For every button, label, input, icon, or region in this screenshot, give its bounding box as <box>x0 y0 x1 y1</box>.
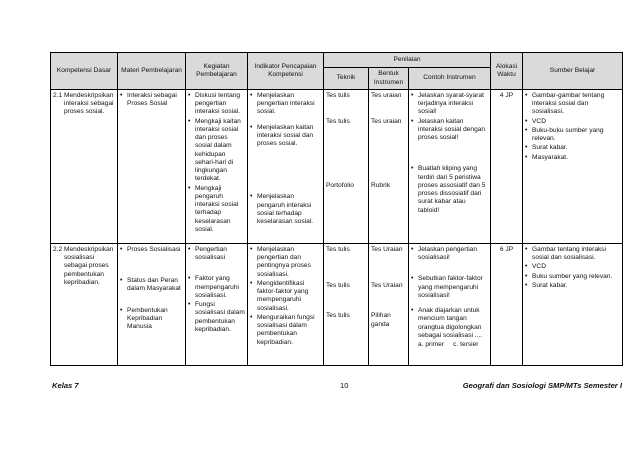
bullet-icon: • <box>411 165 414 173</box>
bullet-icon: • <box>250 123 253 131</box>
bullet-icon: • <box>525 117 528 125</box>
header-sumber: Sumber Belajar <box>523 53 623 90</box>
sumber-item: Buku-buku sumber yang relevan. <box>532 126 604 143</box>
materi-cell <box>118 244 186 366</box>
header-alokasi: Alokasi Waktu <box>491 53 523 90</box>
contoh-item: Buatlah kliping yang terdiri dari 5 peristiwa proses assosiatif dan 5 proses dissosiatif dari surat kabar atau tabloid! <box>418 165 486 214</box>
indikator-item: Menjelaskan pengaruh interaksi sosial terhadap keselarasan sosial. <box>257 193 314 226</box>
page-number: 10 <box>340 381 349 390</box>
table-row <box>51 244 623 366</box>
teknik-item: Tes tulis <box>326 92 350 99</box>
bentuk-item: Tes Uraian <box>371 282 403 290</box>
bentuk-item: Rubrik <box>371 182 391 190</box>
header-penilaian: Penilaian <box>324 53 491 68</box>
sumber-item: Gambar-gambar tentang interaksi sosial dan sosialisasi. <box>532 92 605 116</box>
teknik-item: Tes tulis <box>326 246 350 253</box>
materi-item: Interaksi sebagai Proses Sosial <box>127 92 177 108</box>
bullet-icon: • <box>250 246 253 253</box>
bullet-icon: • <box>250 279 253 287</box>
bullet-icon: • <box>525 272 528 280</box>
bullet-icon: • <box>411 307 414 315</box>
bullet-icon: • <box>525 281 528 289</box>
bullet-icon: • <box>411 92 414 99</box>
kd-cell <box>51 90 118 244</box>
bullet-icon: • <box>188 246 191 253</box>
bullet-icon: • <box>411 275 414 283</box>
footer-class: Kelas 7 <box>52 381 79 390</box>
sumber-item: Surat kabar. <box>532 144 568 152</box>
contoh-item: Jelaskan syarat-syarat terjadinya interaksi sosial! <box>418 92 484 116</box>
header-kegiatan: Kegiatan Pembelajaran <box>186 53 248 90</box>
materi-item: Pembentukan Kepribadian Manusia <box>127 306 168 331</box>
bullet-icon: • <box>525 153 528 161</box>
bentuk-item: Pilihan ganda <box>371 312 391 328</box>
teknik-item: Portofolio <box>326 182 354 190</box>
bullet-icon: • <box>188 92 191 99</box>
bullet-icon: • <box>525 246 528 253</box>
kd-text: Mendeskripsikan sosialisasi sebagai proses pembentukan kepribadian. <box>64 246 114 286</box>
contoh-cell <box>409 244 491 366</box>
kegiatan-cell <box>186 90 248 244</box>
alokasi-cell: 4 JP <box>491 90 523 244</box>
kegiatan-item: Faktor yang mempengaruhi sosialisasi. <box>195 275 239 299</box>
contoh-cell <box>409 90 491 244</box>
contoh-option: a. primer c. tersier <box>418 341 479 349</box>
sumber-item: VCD <box>532 263 546 271</box>
teknik-item: Tes tulis <box>326 282 350 290</box>
bentuk-item: Tes uraian <box>371 118 402 126</box>
sumber-item: Masyarakat. <box>532 153 568 161</box>
row-number: 2.1 <box>53 92 63 99</box>
indikator-item: Menjelaskan kaitan interaksi sosial dan proses sosial. <box>257 123 314 148</box>
bentuk-cell <box>369 244 409 366</box>
header-teknik: Teknik <box>324 68 369 90</box>
kegiatan-item: Mengkaji kaitan interaksi sosial dan proses sosial dalam kehidupan sehari-hari di lingkungan terdekat. <box>195 117 241 183</box>
kegiatan-item: Fungsi sosialisasi dalam pembentukan kepribadian. <box>195 301 245 333</box>
bullet-icon: • <box>120 246 123 253</box>
alokasi-cell: 6 JP <box>491 244 523 366</box>
kegiatan-item: Diskusi tentang pengertian interaksi sosial. <box>195 92 241 116</box>
kegiatan-item: Pengertian sosialisasi <box>195 246 227 262</box>
header-contoh: Contoh Instrumen <box>409 68 491 90</box>
bullet-icon: • <box>250 313 253 321</box>
bullet-icon: • <box>250 193 253 201</box>
row-number: 2.2 <box>53 246 63 253</box>
materi-item: Proses Sosialisasi <box>127 246 181 253</box>
sumber-cell <box>523 244 623 366</box>
sumber-item: Surat kabar. <box>532 281 568 289</box>
contoh-item: Jelaskan kaitan interaksi sosial dengan proses sosial! <box>418 117 486 142</box>
bullet-icon: • <box>525 126 528 134</box>
sumber-item: VCD <box>532 117 546 125</box>
kegiatan-cell <box>186 244 248 366</box>
contoh-item: Anak diajarkan untuk mencium tangan orangtua digolongkan sebagai sosialisasi .... <box>418 307 483 339</box>
bullet-icon: • <box>120 306 123 314</box>
bullet-icon: • <box>120 277 123 285</box>
sumber-cell <box>523 90 623 244</box>
table-row <box>51 90 623 244</box>
header-indikator: Indikator Pencapaian Kompetensi <box>248 53 324 90</box>
bentuk-item: Tes uraian <box>371 92 402 99</box>
materi-item: Status dan Peran dalam Masyarakat <box>127 277 181 293</box>
indikator-item: Mengidentifikasi faktor-faktor yang mempengaruhi sosialisasi. <box>257 279 309 312</box>
teknik-item: Tes tulis <box>326 118 350 126</box>
bullet-icon: • <box>525 144 528 152</box>
teknik-cell <box>324 90 369 244</box>
indikator-cell <box>248 90 324 244</box>
bentuk-cell <box>369 90 409 244</box>
header-kompetensi: Kompetensi Dasar <box>51 53 118 90</box>
kd-cell <box>51 244 118 366</box>
bullet-icon: • <box>525 92 528 99</box>
header-bentuk: Bentuk Instrumen <box>369 68 409 90</box>
bullet-icon: • <box>525 263 528 271</box>
indikator-cell <box>248 244 324 366</box>
page-footer <box>52 381 622 393</box>
indikator-item: Menjelaskan pengertian interaksi sosial. <box>257 92 315 116</box>
bullet-icon: • <box>188 184 191 192</box>
bullet-icon: • <box>250 92 253 99</box>
contoh-item: Sebutkan faktor-faktor yang mempengaruhi sosialisasi! <box>418 275 483 299</box>
materi-cell <box>118 90 186 244</box>
bullet-icon: • <box>188 275 191 283</box>
bullet-icon: • <box>411 117 414 125</box>
sumber-item: Gambar tentang interaksi sosial dan sosialisasi. <box>532 246 607 262</box>
kd-text: Mendeskripsikan interaksi sebagai proses sosial. <box>64 92 114 116</box>
teknik-cell <box>324 244 369 366</box>
bullet-icon: • <box>188 301 191 309</box>
kegiatan-item: Mengkaji pengaruh interaksi sosial terhadap keselarasan sosial. <box>195 184 239 233</box>
footer-book-title: Geografi dan Sosiologi SMP/MTs Semester I <box>462 381 622 390</box>
contoh-item: Jelaskan pengertian sosialisasi! <box>418 246 478 262</box>
bullet-icon: • <box>120 92 123 99</box>
bullet-icon: • <box>411 246 414 253</box>
teknik-item: Tes tulis <box>326 312 350 320</box>
bentuk-item: Tes Uraian <box>371 246 403 253</box>
bullet-icon: • <box>188 117 191 125</box>
indikator-item: Menguraikan fungsi sosialisasi dalam pembentukan kepribadian. <box>257 313 315 346</box>
header-materi: Materi Pembelajaran <box>118 53 186 90</box>
syllabus-table <box>50 52 623 366</box>
sumber-item: Buku sumber yang relevan. <box>532 272 613 280</box>
indikator-item: Menjelaskan pengertian dan pentingnya proses sosialisasi. <box>257 246 311 278</box>
